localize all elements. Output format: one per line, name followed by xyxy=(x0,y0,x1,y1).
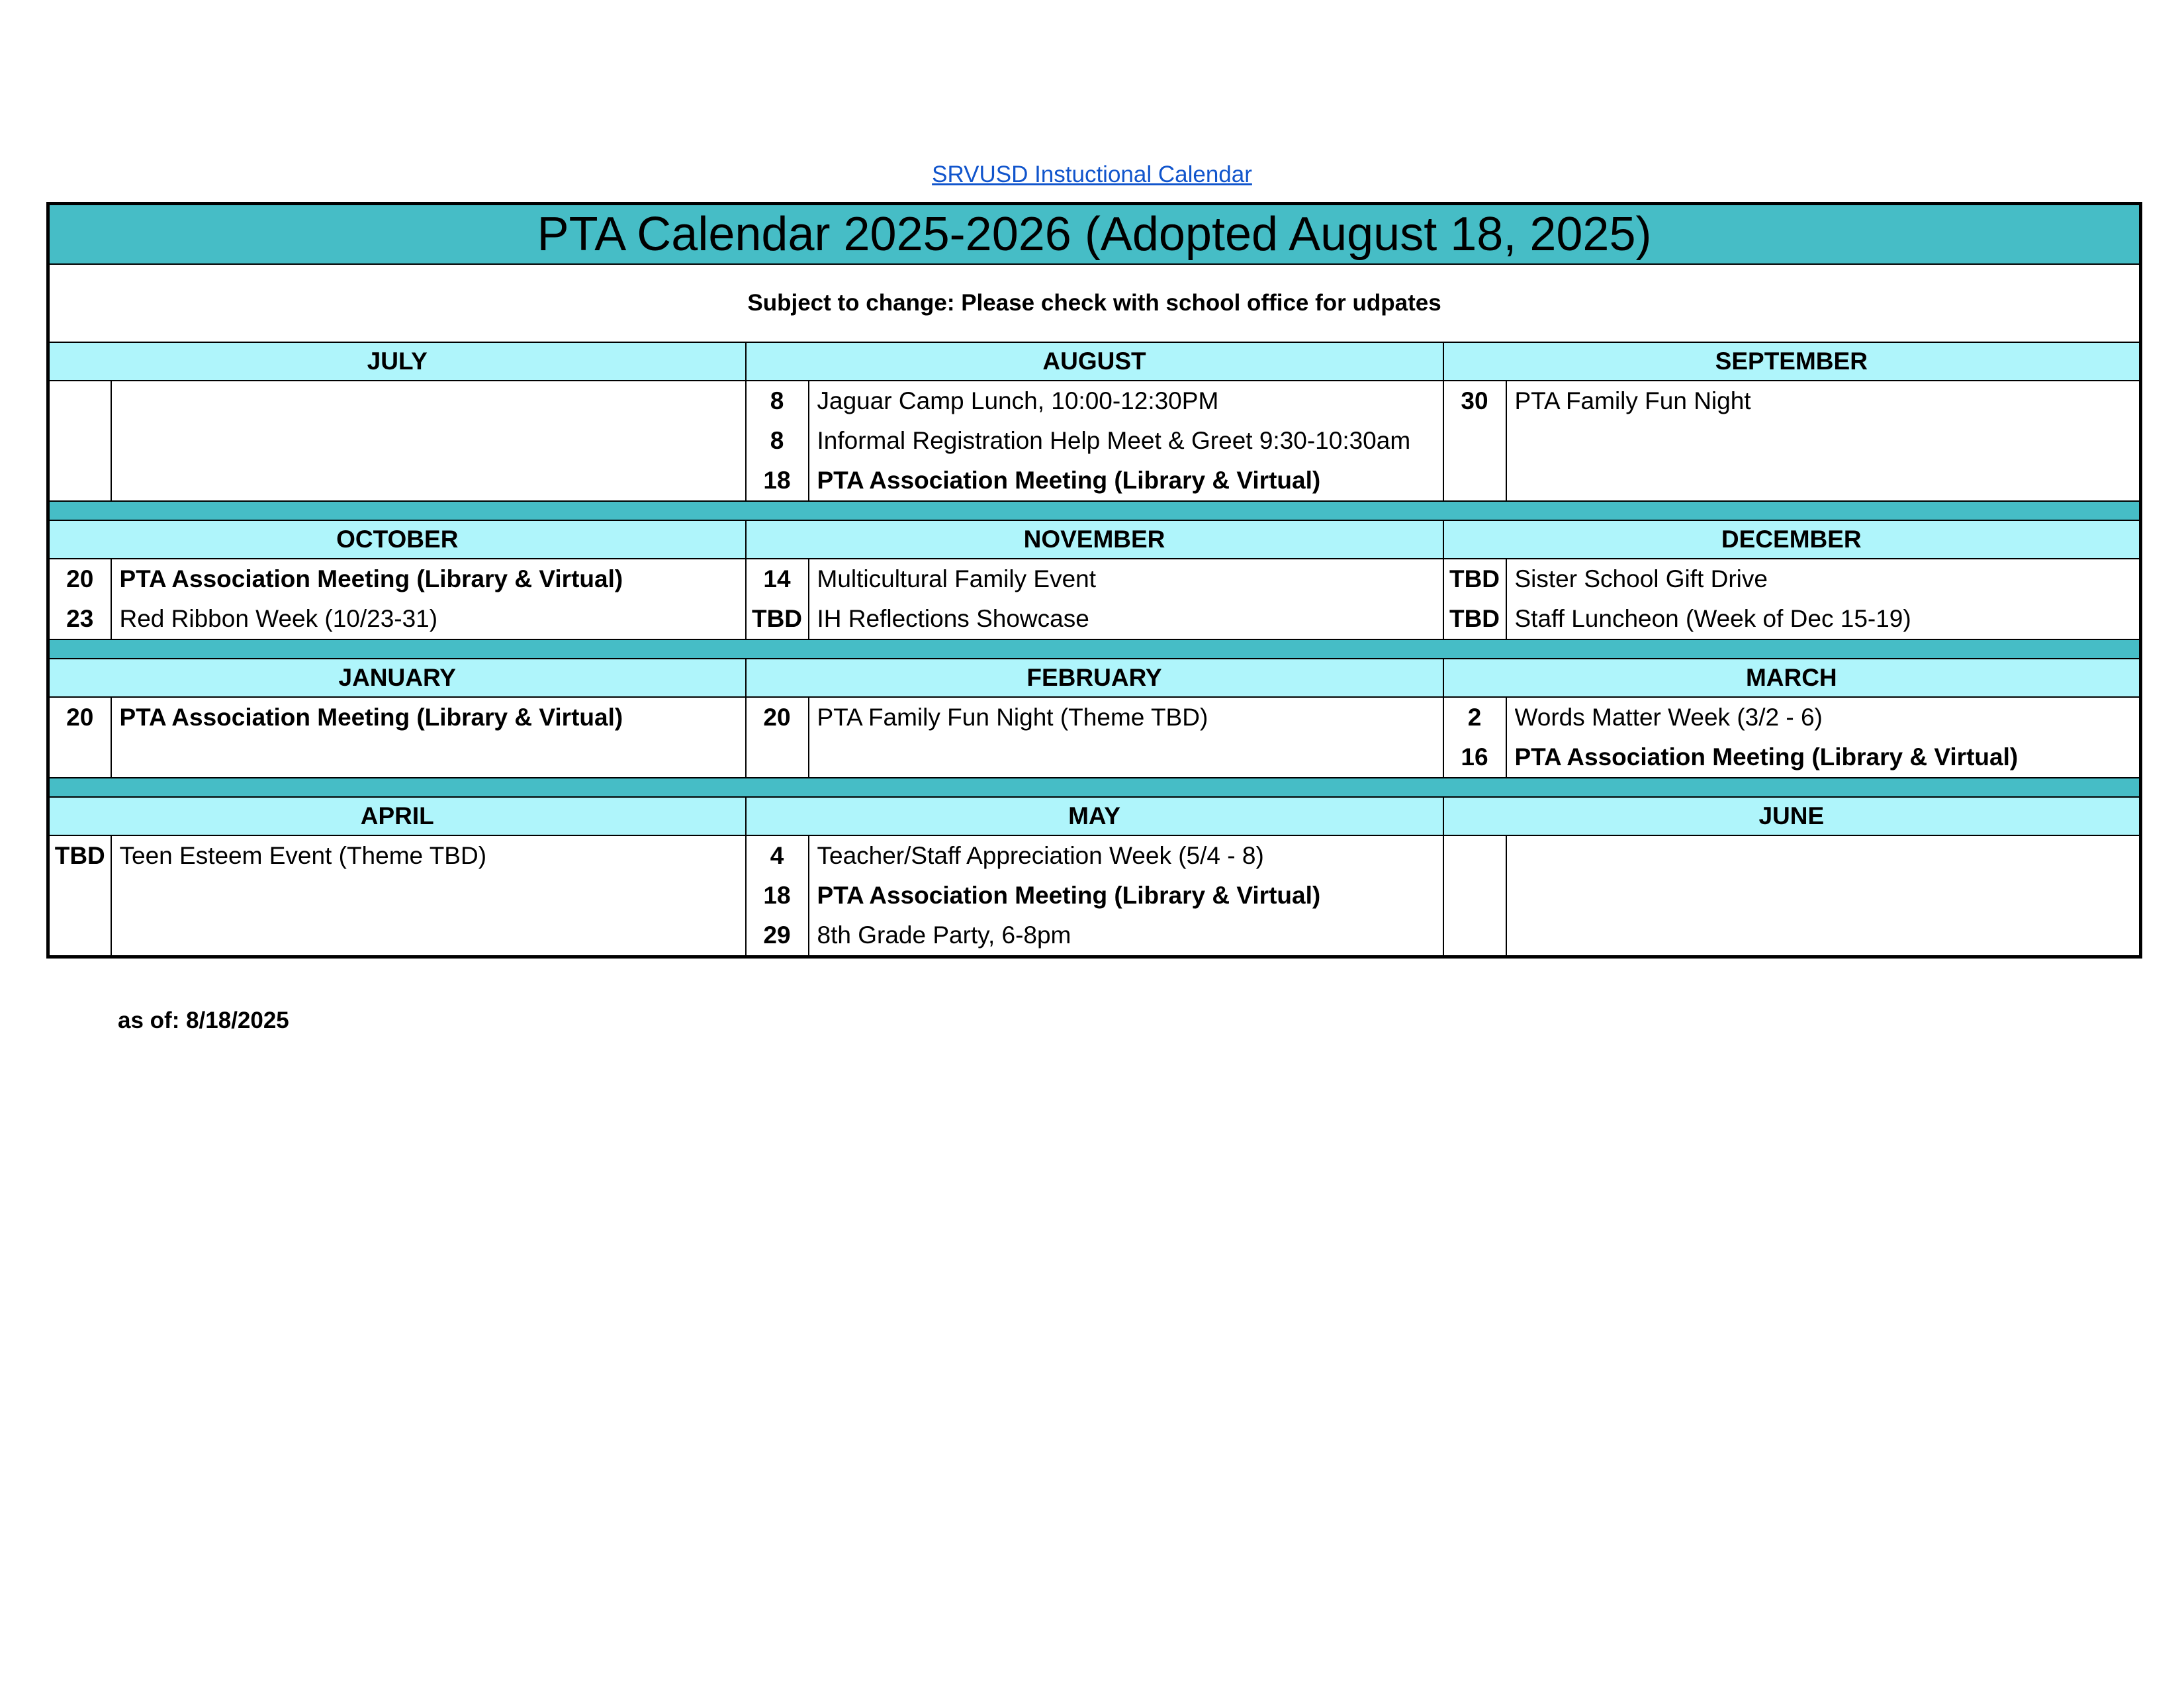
as-of-date: as of: 8/18/2025 xyxy=(118,1008,289,1033)
event-text: PTA Association Meeting (Library & Virtual) xyxy=(119,565,623,592)
day-column-october xyxy=(48,559,111,639)
event-text: Jaguar Camp Lunch, 10:00-12:30PM xyxy=(817,387,1219,414)
month-header-june: JUNE xyxy=(1443,797,2141,835)
event-text: PTA Association Meeting (Library & Virtual) xyxy=(119,704,623,731)
empty-line xyxy=(50,421,111,461)
event-day: 14 xyxy=(763,565,791,592)
event-day: 18 xyxy=(763,467,791,494)
quarter-separator xyxy=(48,501,2141,520)
empty-line xyxy=(1444,915,1506,955)
events-column-april xyxy=(111,835,746,957)
empty-line xyxy=(120,381,745,421)
event-text: Multicultural Family Event xyxy=(817,565,1097,592)
empty-line xyxy=(50,737,111,777)
events-column-july xyxy=(111,381,746,501)
empty-line xyxy=(120,915,745,955)
events-column-october xyxy=(111,559,746,639)
empty-line xyxy=(747,737,808,777)
month-header-row xyxy=(48,659,2141,697)
day-column-april xyxy=(48,835,111,957)
events-column-june xyxy=(1506,835,2141,957)
empty-line xyxy=(1515,421,2140,461)
events-column-november xyxy=(809,559,1443,639)
empty-line xyxy=(120,421,745,461)
event-day: 29 xyxy=(763,921,791,949)
event-text: IH Reflections Showcase xyxy=(817,605,1089,632)
month-header-january: JANUARY xyxy=(48,659,746,697)
empty-line xyxy=(50,876,111,915)
event-text: PTA Association Meeting (Library & Virtual) xyxy=(817,882,1321,909)
separator-cell xyxy=(48,501,2141,520)
empty-line xyxy=(817,737,1443,777)
instructional-calendar-link[interactable]: SRVUSD Instuctional Calendar xyxy=(932,162,1252,187)
month-header-october: OCTOBER xyxy=(48,520,746,559)
event-text: Teen Esteem Event (Theme TBD) xyxy=(119,842,487,869)
day-column-may xyxy=(746,835,809,957)
event-day: 16 xyxy=(1461,743,1488,771)
day-column-june xyxy=(1443,835,1506,957)
event-text: Sister School Gift Drive xyxy=(1514,565,1768,592)
calendar-title: PTA Calendar 2025-2026 (Adopted August 18, 2025) xyxy=(48,204,2141,265)
empty-line xyxy=(50,461,111,500)
events-column-february xyxy=(809,697,1443,778)
events-column-may xyxy=(809,835,1443,957)
day-column-january xyxy=(48,697,111,778)
events-row xyxy=(48,835,2141,957)
calendar-subtitle: Subject to change: Please check with school office for udpates xyxy=(48,264,2141,342)
event-day: TBD xyxy=(54,842,105,869)
event-text: Red Ribbon Week (10/23-31) xyxy=(119,605,438,632)
month-header-march: MARCH xyxy=(1443,659,2141,697)
event-text: Teacher/Staff Appreciation Week (5/4 - 8) xyxy=(817,842,1264,869)
event-day: 20 xyxy=(763,704,791,731)
event-text: PTA Association Meeting (Library & Virtual) xyxy=(817,467,1321,494)
separator-cell xyxy=(48,778,2141,797)
empty-line xyxy=(120,737,745,777)
month-header-row xyxy=(48,520,2141,559)
month-header-row xyxy=(48,797,2141,835)
title-row xyxy=(48,204,2141,265)
day-column-november xyxy=(746,559,809,639)
empty-line xyxy=(1515,461,2140,500)
empty-line xyxy=(120,461,745,500)
empty-line xyxy=(1515,876,2140,915)
event-day: 4 xyxy=(770,842,784,869)
empty-line xyxy=(1444,876,1506,915)
events-row xyxy=(48,559,2141,639)
month-header-december: DECEMBER xyxy=(1443,520,2141,559)
empty-line xyxy=(1515,915,2140,955)
event-day: TBD xyxy=(751,605,803,632)
events-column-december xyxy=(1506,559,2141,639)
day-column-august xyxy=(746,381,809,501)
month-header-august: AUGUST xyxy=(746,342,1443,381)
month-header-july: JULY xyxy=(48,342,746,381)
empty-line xyxy=(50,915,111,955)
event-text: PTA Association Meeting (Library & Virtual) xyxy=(1514,743,2019,771)
events-column-august xyxy=(809,381,1443,501)
event-text: Words Matter Week (3/2 - 6) xyxy=(1514,704,1823,731)
day-column-july xyxy=(48,381,111,501)
day-column-september xyxy=(1443,381,1506,501)
event-day: 30 xyxy=(1461,387,1488,414)
event-text: 8th Grade Party, 6-8pm xyxy=(817,921,1071,949)
month-header-april: APRIL xyxy=(48,797,746,835)
empty-line xyxy=(120,876,745,915)
event-day: TBD xyxy=(1449,605,1500,632)
month-header-february: FEBRUARY xyxy=(746,659,1443,697)
empty-line xyxy=(50,381,111,421)
event-day: 8 xyxy=(770,387,784,414)
month-header-november: NOVEMBER xyxy=(746,520,1443,559)
event-day: 2 xyxy=(1467,704,1482,731)
day-column-february xyxy=(746,697,809,778)
event-text: Staff Luncheon (Week of Dec 15-19) xyxy=(1514,605,1911,632)
separator-cell xyxy=(48,639,2141,659)
events-column-march xyxy=(1506,697,2141,778)
event-day: 18 xyxy=(763,882,791,909)
month-header-row xyxy=(48,342,2141,381)
event-text: PTA Family Fun Night xyxy=(1514,387,1751,414)
event-day: 8 xyxy=(770,427,784,454)
month-header-september: SEPTEMBER xyxy=(1443,342,2141,381)
quarter-separator xyxy=(48,639,2141,659)
events-row xyxy=(48,381,2141,501)
event-text: Informal Registration Help Meet & Greet 9:30-10:30am xyxy=(817,427,1411,454)
events-column-january xyxy=(111,697,746,778)
empty-line xyxy=(1444,421,1506,461)
day-column-march xyxy=(1443,697,1506,778)
events-row xyxy=(48,697,2141,778)
event-day: 23 xyxy=(66,605,94,632)
pta-calendar-table xyxy=(46,202,2142,959)
event-day: 20 xyxy=(66,704,94,731)
events-column-september xyxy=(1506,381,2141,501)
empty-line xyxy=(1444,461,1506,500)
quarter-separator xyxy=(48,778,2141,797)
month-header-may: MAY xyxy=(746,797,1443,835)
event-text: PTA Family Fun Night (Theme TBD) xyxy=(817,704,1208,731)
event-day: TBD xyxy=(1449,565,1500,592)
subtitle-row xyxy=(48,264,2141,342)
day-column-december xyxy=(1443,559,1506,639)
empty-line xyxy=(1444,836,1506,876)
event-day: 20 xyxy=(66,565,94,592)
empty-line xyxy=(1515,836,2140,876)
